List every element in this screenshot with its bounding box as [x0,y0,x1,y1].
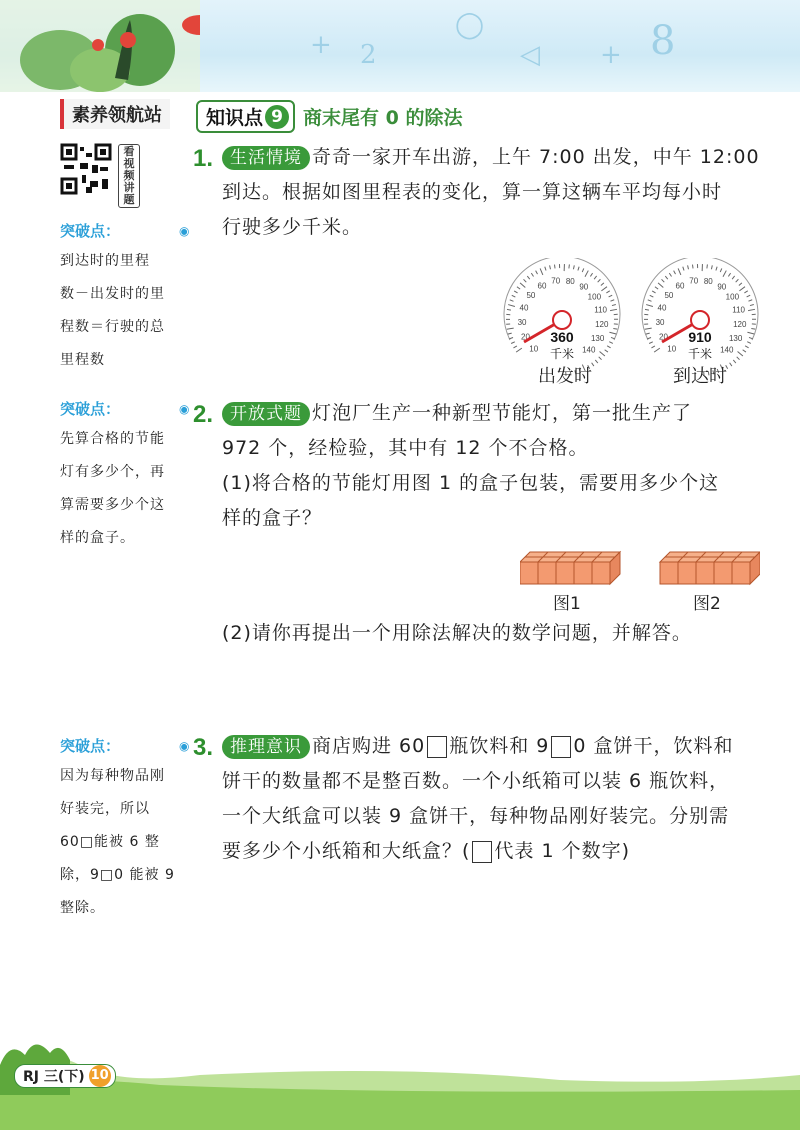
tip-title: 突破点： [60,400,121,418]
knowledge-title: 商末尾有 0 的除法 [303,107,463,129]
sidebar-tip-3 [60,735,185,925]
dial-tick-label: 100 [725,292,740,302]
question-3-line: 饼干的数量都不是整百数。一个小纸箱可以装 6 瓶饮料， [222,770,730,792]
question-1-line: 到达。根据如图里程表的变化，算一算这辆车平均每小时 [222,181,723,203]
odometer-gauge-1 [504,258,620,376]
dial-tick-label: 120 [733,320,747,330]
knowledge-number: 9 [265,105,289,129]
bullet-dot-icon: ◉ [179,402,190,416]
question-2-sub1-line: (1)将合格的节能灯用图 1 的盒子包装，需要用多少个这 [222,472,720,494]
knowledge-point-header [196,100,462,133]
question-3-line: 一个大纸盒可以装 9 盒饼干，每种物品刚好装完。分别需 [222,805,730,827]
figure-caption-2: 图2 [693,594,721,614]
dial-tick-label: 20 [659,332,668,342]
dial-tick-label: 20 [521,332,530,342]
sidebar-tip-2 [60,398,185,555]
dial-tick-label: 120 [595,320,609,330]
dial-tick-label: 40 [657,303,667,313]
qr-video-label[interactable]: 看视频讲题 [118,144,140,208]
dial-tick-label: 10 [667,344,677,354]
digit-blank-box[interactable] [427,736,447,758]
plant-decoration-icon [0,0,200,92]
tip-line: 除，9□0 能被 9 [60,867,175,883]
question-3-badge: 推理意识 [222,735,310,759]
tip-line: 因为每种物品刚 [60,768,165,784]
figure-caption-1: 图1 [553,594,581,614]
dial-tick-label: 110 [594,305,608,315]
dial-tick-label: 50 [664,290,674,300]
question-1-badge: 生活情境 [222,146,310,170]
gauge-caption-arrival: 到达时 [673,366,727,387]
digit-decoration-icon-2: 8 [650,18,676,64]
digit-decoration-icon: 2 [360,40,377,70]
question-2-text [222,396,762,536]
tip-title: 突破点： [60,222,121,240]
question-3-text-part: 要多少个小纸箱和大纸盒？( [222,840,471,862]
qr-code-icon[interactable] [60,143,112,195]
tip-line: 样的盒子。 [60,530,135,546]
odometer-reading: 360 [550,329,574,345]
dial-tick-label: 90 [579,282,589,292]
odometer-reading: 910 [688,329,712,345]
question-2-sub2 [222,616,762,651]
tip-line: 到达时的里程 [60,253,150,269]
tip-line: 60□能被 6 整 [60,834,160,850]
tip-line: 整除。 [60,900,105,916]
circle-decoration-icon: ◯ [455,10,485,40]
question-2-line: 灯泡厂生产一种新型节能灯，第一批生产了 [312,402,693,424]
knowledge-point-box [196,100,295,133]
dial-tick-label: 80 [565,276,575,286]
dial-tick-label: 140 [720,345,734,355]
tip-line: 好装完，所以 [60,801,150,817]
dial-tick-label: 100 [587,292,602,302]
box-figures [520,548,760,588]
question-3-text-part: 0 盒饼干，饮料和 [573,735,734,757]
page-number: 10 [89,1065,111,1087]
top-banner [0,0,800,92]
dial-tick-label: 130 [728,334,743,344]
dial-tick-label: 40 [519,303,529,313]
question-1-text [222,140,762,245]
tip-line: 先算合格的节能 [60,431,165,447]
section-tag: 素养领航站 [60,99,170,129]
question-2-sub1-line: 样的盒子？ [222,507,323,529]
digit-blank-box [472,841,492,863]
bullet-dot-icon: ◉ [179,224,190,238]
tip-line: 灯有多少个，再 [60,464,165,480]
dial-tick-label: 70 [689,276,699,286]
question-number-3: 3. [193,734,214,761]
odometer-unit: 千米 [549,347,575,361]
question-3-text-part: 商店购进 60 [312,735,426,757]
question-1-line: 行驶多少千米。 [222,216,363,238]
box-figure-2 [660,552,760,584]
tip-line: 里程数 [60,352,105,368]
dial-tick-label: 60 [675,281,685,291]
odometer-unit: 千米 [687,347,713,361]
dial-tick-label: 110 [732,305,746,315]
tip-line: 数－出发时的里 [60,286,165,302]
dial-tick-label: 30 [517,318,527,328]
question-3-text [222,729,762,869]
question-number-2: 2. [193,401,214,428]
dial-tick-label: 30 [655,318,665,328]
knowledge-label: 知识点 [206,107,264,129]
section-header [60,100,170,128]
dial-tick-label: 10 [529,344,539,354]
footer-edition-tag [14,1064,116,1088]
bullet-dot-icon: ◉ [179,739,190,753]
dial-tick-label: 50 [526,290,536,300]
plus-decoration-icon: + [310,30,332,60]
tip-line: 程数＝行驶的总 [60,319,165,335]
dial-tick-label: 140 [582,345,596,355]
plus-decoration-icon-2: + [600,40,622,70]
dial-tick-label: 130 [590,334,605,344]
digit-blank-box[interactable] [551,736,571,758]
tip-line: 算需要多少个这 [60,497,165,513]
box-figure-1 [520,552,620,584]
triangle-decoration-icon: ◁ [520,40,540,70]
edition-label: RJ 三(下) [23,1069,85,1085]
question-1-line: 奇奇一家开车出游，上午 7:00 出发，中午 12:00 [312,146,760,168]
sidebar-tip-1 [60,220,185,377]
dial-tick-label: 80 [703,276,713,286]
question-3-text-part: 代表 1 个数字) [494,840,631,862]
dial-tick-label: 70 [551,276,561,286]
question-3-text-part: 瓶饮料和 9 [449,735,550,757]
question-2-badge: 开放式题 [222,402,310,426]
question-2-line: 972 个，经检验，其中有 12 个不合格。 [222,437,589,459]
dial-tick-label: 90 [717,282,727,292]
odometer-gauge-2 [642,258,758,376]
dial-tick-label: 60 [537,281,547,291]
gauge-caption-departure: 出发时 [538,366,592,387]
question-number-1: 1. [193,145,214,172]
tip-title: 突破点： [60,737,121,755]
bottom-grass-decoration [0,1035,800,1130]
question-2-sub2-line: (2)请你再提出一个用除法解决的数学问题，并解答。 [222,622,692,644]
